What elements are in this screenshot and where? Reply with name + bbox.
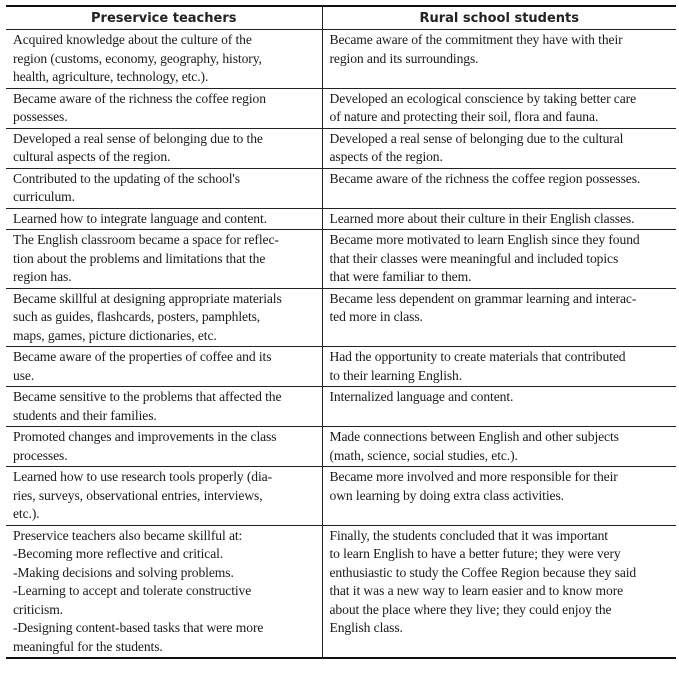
rural-students-cell: Internalized language and content. [322, 387, 676, 427]
preservice-teachers-cell: Became aware of the richness the coffee region possesses. [6, 88, 322, 128]
table-header-row [6, 6, 676, 30]
table-row [6, 288, 676, 347]
table-row [6, 30, 676, 89]
preservice-teachers-cell: Learned how to use research tools properly (dia- ries, surveys, observational entries, interviews, etc.). [6, 467, 322, 526]
preservice-teachers-cell: Contributed to the updating of the school's curriculum. [6, 168, 322, 208]
preservice-teachers-cell: Acquired knowledge about the culture of the region (customs, economy, geography, history, health, agriculture, technology, etc.). [6, 30, 322, 89]
preservice-teachers-cell: Promoted changes and improvements in the class processes. [6, 427, 322, 467]
table-row [6, 525, 676, 658]
preservice-teachers-cell: Became skillful at designing appropriate materials such as guides, flashcards, posters, pamphlets, maps, games, picture dictionaries, etc. [6, 288, 322, 347]
column-header-rural-school-students: Rural school students [322, 6, 676, 30]
outcomes-table [6, 5, 676, 659]
rural-students-cell: Became more involved and more responsible for their own learning by doing extra class activities. [322, 467, 676, 526]
table-row [6, 427, 676, 467]
preservice-teachers-cell: Preservice teachers also became skillful at: -Becoming more reflective and critical. -Making decisions and solving problems. -Learning to accept and tolerate constructive criticism. -Designing content-based tasks that were more meaningful for the students. [6, 525, 322, 658]
preservice-teachers-cell: Became sensitive to the problems that affected the students and their families. [6, 387, 322, 427]
rural-students-cell: Had the opportunity to create materials that contributed to their learning English. [322, 347, 676, 387]
rural-students-cell: Learned more about their culture in their English classes. [322, 208, 676, 230]
table-row [6, 467, 676, 526]
preservice-teachers-cell: Developed a real sense of belonging due to the cultural aspects of the region. [6, 128, 322, 168]
rural-students-cell: Became aware of the richness the coffee region possesses. [322, 168, 676, 208]
rural-students-cell: Became more motivated to learn English since they found that their classes were meaningful and included topics that were familiar to them. [322, 230, 676, 289]
table-row [6, 88, 676, 128]
rural-students-cell: Developed a real sense of belonging due to the cultural aspects of the region. [322, 128, 676, 168]
table-row [6, 230, 676, 289]
rural-students-cell: Became less dependent on grammar learning and interac- ted more in class. [322, 288, 676, 347]
table-row [6, 387, 676, 427]
rural-students-cell: Finally, the students concluded that it was important to learn English to have a better future; they were very enthusiastic to study the Coffee Region because they said that it was a new way to learn easier and to know more about the place where they live; they could enjoy the English class. [322, 525, 676, 658]
table-row [6, 208, 676, 230]
preservice-teachers-cell: Became aware of the properties of coffee and its use. [6, 347, 322, 387]
column-header-preservice-teachers: Preservice teachers [6, 6, 322, 30]
table-row [6, 128, 676, 168]
preservice-teachers-cell: The English classroom became a space for reflec- tion about the problems and limitations that the region has. [6, 230, 322, 289]
table-row [6, 347, 676, 387]
rural-students-cell: Made connections between English and other subjects (math, science, social studies, etc.). [322, 427, 676, 467]
preservice-teachers-cell: Learned how to integrate language and content. [6, 208, 322, 230]
table-row [6, 168, 676, 208]
rural-students-cell: Developed an ecological conscience by taking better care of nature and protecting their soil, flora and fauna. [322, 88, 676, 128]
rural-students-cell: Became aware of the commitment they have with their region and its surroundings. [322, 30, 676, 89]
